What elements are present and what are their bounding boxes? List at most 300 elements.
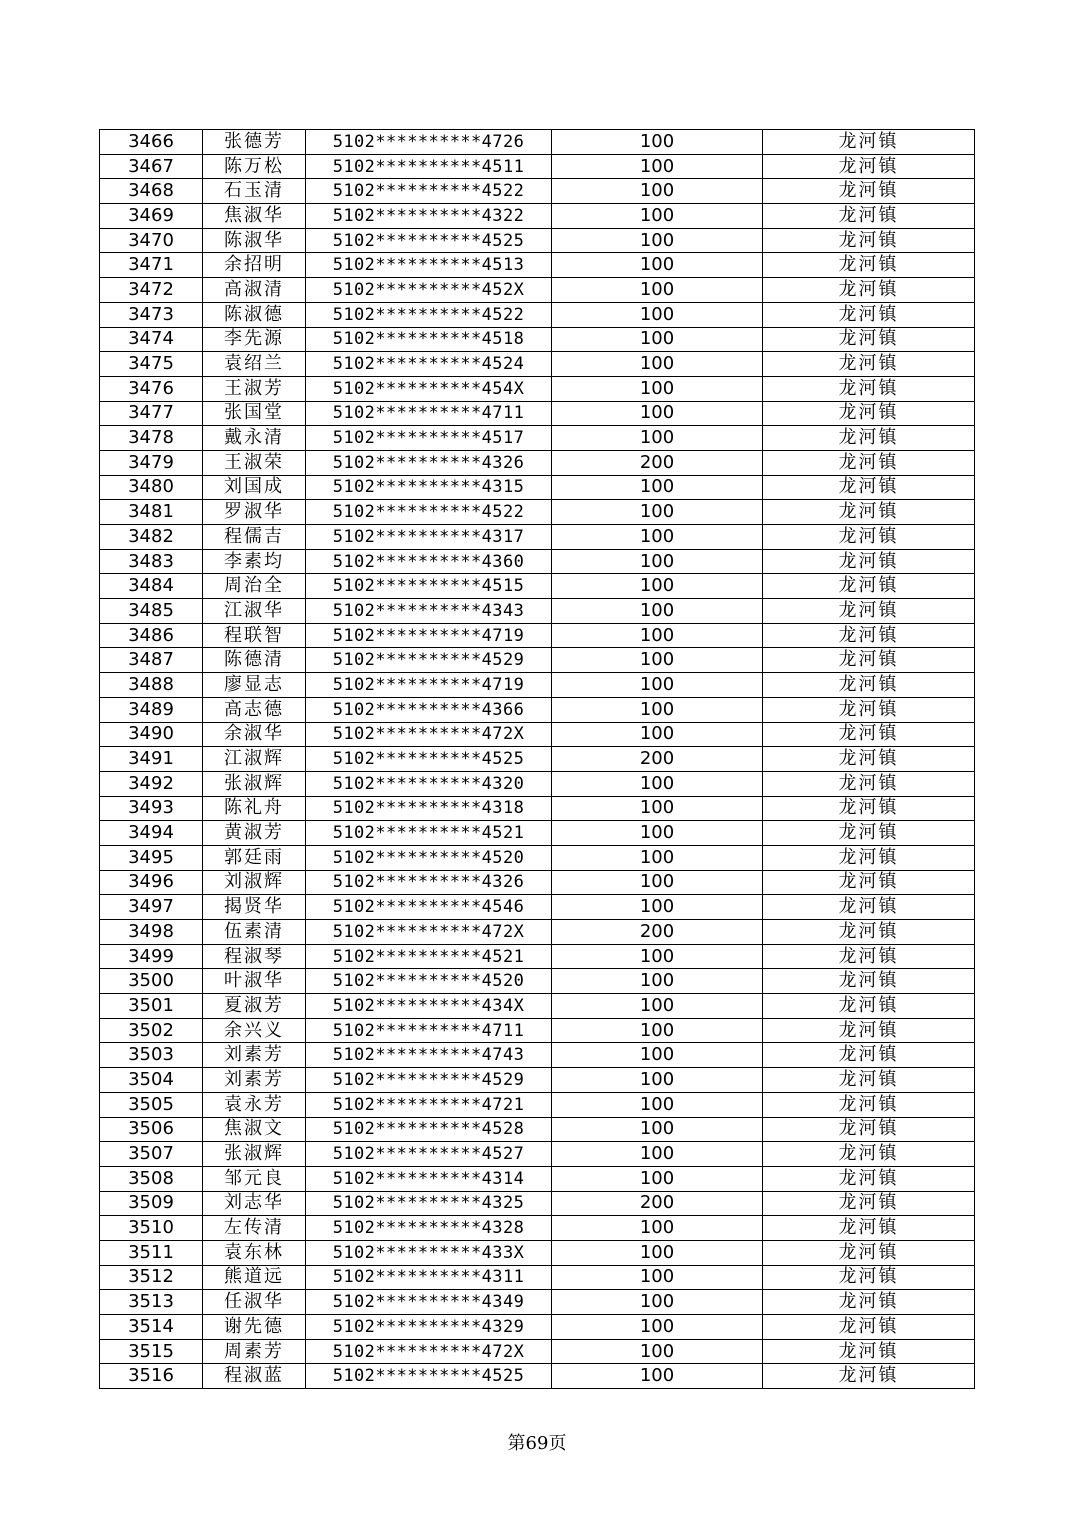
table-row	[100, 278, 975, 303]
table-row	[100, 500, 975, 525]
town-cell: 龙河镇	[763, 475, 975, 500]
amount-cell: 100	[552, 969, 763, 994]
name-cell: 陈礼舟	[203, 796, 306, 821]
amount-cell: 100	[552, 525, 763, 550]
town-cell: 龙河镇	[763, 500, 975, 525]
serial-cell: 3508	[100, 1166, 203, 1191]
serial-cell: 3515	[100, 1339, 203, 1364]
name-cell: 熊道远	[203, 1265, 306, 1290]
id-number-cell: 5102**********433X	[306, 1240, 552, 1265]
name-cell: 陈淑华	[203, 228, 306, 253]
amount-cell: 100	[552, 179, 763, 204]
town-cell: 龙河镇	[763, 450, 975, 475]
amount-cell: 100	[552, 154, 763, 179]
table-row	[100, 1092, 975, 1117]
amount-cell: 100	[552, 599, 763, 624]
amount-cell: 100	[552, 1092, 763, 1117]
name-cell: 黄淑芳	[203, 821, 306, 846]
serial-cell: 3471	[100, 253, 203, 278]
table-row	[100, 920, 975, 945]
amount-cell: 200	[552, 747, 763, 772]
serial-cell: 3486	[100, 623, 203, 648]
amount-cell: 100	[552, 1240, 763, 1265]
serial-cell: 3503	[100, 1043, 203, 1068]
table-row	[100, 228, 975, 253]
town-cell: 龙河镇	[763, 1216, 975, 1241]
name-cell: 江淑华	[203, 599, 306, 624]
name-cell: 袁绍兰	[203, 352, 306, 377]
name-cell: 伍素清	[203, 920, 306, 945]
table-row	[100, 944, 975, 969]
name-cell: 刘素芳	[203, 1068, 306, 1093]
town-cell: 龙河镇	[763, 1166, 975, 1191]
serial-cell: 3500	[100, 969, 203, 994]
town-cell: 龙河镇	[763, 1364, 975, 1389]
amount-cell: 100	[552, 1043, 763, 1068]
id-number-cell: 5102**********472X	[306, 722, 552, 747]
town-cell: 龙河镇	[763, 1068, 975, 1093]
id-number-cell: 5102**********4360	[306, 549, 552, 574]
serial-cell: 3466	[100, 130, 203, 155]
town-cell: 龙河镇	[763, 771, 975, 796]
name-cell: 罗淑华	[203, 500, 306, 525]
amount-cell: 100	[552, 130, 763, 155]
name-cell: 张淑辉	[203, 1142, 306, 1167]
table-row	[100, 796, 975, 821]
table-row	[100, 673, 975, 698]
serial-cell: 3499	[100, 944, 203, 969]
table-row	[100, 821, 975, 846]
town-cell: 龙河镇	[763, 796, 975, 821]
town-cell: 龙河镇	[763, 278, 975, 303]
id-number-cell: 5102**********4328	[306, 1216, 552, 1241]
id-number-cell: 5102**********4520	[306, 969, 552, 994]
id-number-cell: 5102**********4515	[306, 574, 552, 599]
name-cell: 揭贤华	[203, 895, 306, 920]
serial-cell: 3479	[100, 450, 203, 475]
table-row	[100, 475, 975, 500]
serial-cell: 3490	[100, 722, 203, 747]
name-cell: 任淑华	[203, 1290, 306, 1315]
name-cell: 叶淑华	[203, 969, 306, 994]
table-row	[100, 1339, 975, 1364]
serial-cell: 3498	[100, 920, 203, 945]
table-row	[100, 1240, 975, 1265]
name-cell: 陈德清	[203, 648, 306, 673]
id-number-cell: 5102**********472X	[306, 920, 552, 945]
town-cell: 龙河镇	[763, 154, 975, 179]
id-number-cell: 5102**********4525	[306, 1364, 552, 1389]
id-number-cell: 5102**********4721	[306, 1092, 552, 1117]
amount-cell: 100	[552, 623, 763, 648]
amount-cell: 200	[552, 450, 763, 475]
id-number-cell: 5102**********4349	[306, 1290, 552, 1315]
serial-cell: 3507	[100, 1142, 203, 1167]
table-row	[100, 204, 975, 229]
serial-cell: 3516	[100, 1364, 203, 1389]
id-number-cell: 5102**********4366	[306, 697, 552, 722]
amount-cell: 100	[552, 475, 763, 500]
table-row	[100, 1290, 975, 1315]
town-cell: 龙河镇	[763, 870, 975, 895]
serial-cell: 3505	[100, 1092, 203, 1117]
id-number-cell: 5102**********4317	[306, 525, 552, 550]
id-number-cell: 5102**********4520	[306, 845, 552, 870]
table-row	[100, 845, 975, 870]
table-row	[100, 352, 975, 377]
amount-cell: 200	[552, 920, 763, 945]
town-cell: 龙河镇	[763, 204, 975, 229]
serial-cell: 3487	[100, 648, 203, 673]
amount-cell: 100	[552, 426, 763, 451]
name-cell: 周素芳	[203, 1339, 306, 1364]
town-cell: 龙河镇	[763, 1339, 975, 1364]
town-cell: 龙河镇	[763, 648, 975, 673]
town-cell: 龙河镇	[763, 1018, 975, 1043]
serial-cell: 3502	[100, 1018, 203, 1043]
town-cell: 龙河镇	[763, 969, 975, 994]
table-row	[100, 179, 975, 204]
id-number-cell: 5102**********4311	[306, 1265, 552, 1290]
table-row	[100, 648, 975, 673]
town-cell: 龙河镇	[763, 1191, 975, 1216]
id-number-cell: 5102**********4320	[306, 771, 552, 796]
amount-cell: 100	[552, 1117, 763, 1142]
name-cell: 李先源	[203, 327, 306, 352]
town-cell: 龙河镇	[763, 179, 975, 204]
name-cell: 焦淑文	[203, 1117, 306, 1142]
table-row	[100, 450, 975, 475]
town-cell: 龙河镇	[763, 1290, 975, 1315]
id-number-cell: 5102**********4528	[306, 1117, 552, 1142]
serial-cell: 3496	[100, 870, 203, 895]
town-cell: 龙河镇	[763, 401, 975, 426]
serial-cell: 3478	[100, 426, 203, 451]
serial-cell: 3492	[100, 771, 203, 796]
id-number-cell: 5102**********4326	[306, 450, 552, 475]
serial-cell: 3510	[100, 1216, 203, 1241]
name-cell: 张国堂	[203, 401, 306, 426]
id-number-cell: 5102**********4529	[306, 648, 552, 673]
id-number-cell: 5102**********4521	[306, 821, 552, 846]
serial-cell: 3476	[100, 376, 203, 401]
id-number-cell: 5102**********4719	[306, 673, 552, 698]
town-cell: 龙河镇	[763, 895, 975, 920]
table-row	[100, 1166, 975, 1191]
serial-cell: 3470	[100, 228, 203, 253]
amount-cell: 100	[552, 771, 763, 796]
id-number-cell: 5102**********4522	[306, 500, 552, 525]
name-cell: 李素均	[203, 549, 306, 574]
subsidy-table	[99, 129, 975, 1389]
name-cell: 陈万松	[203, 154, 306, 179]
town-cell: 龙河镇	[763, 574, 975, 599]
id-number-cell: 5102**********4743	[306, 1043, 552, 1068]
serial-cell: 3481	[100, 500, 203, 525]
amount-cell: 200	[552, 1191, 763, 1216]
table-row	[100, 1117, 975, 1142]
serial-cell: 3469	[100, 204, 203, 229]
table-row	[100, 1142, 975, 1167]
town-cell: 龙河镇	[763, 1117, 975, 1142]
table-row	[100, 401, 975, 426]
town-cell: 龙河镇	[763, 697, 975, 722]
id-number-cell: 5102**********4325	[306, 1191, 552, 1216]
amount-cell: 100	[552, 500, 763, 525]
serial-cell: 3495	[100, 845, 203, 870]
serial-cell: 3482	[100, 525, 203, 550]
town-cell: 龙河镇	[763, 673, 975, 698]
id-number-cell: 5102**********454X	[306, 376, 552, 401]
id-number-cell: 5102**********4524	[306, 352, 552, 377]
id-number-cell: 5102**********4518	[306, 327, 552, 352]
amount-cell: 100	[552, 1142, 763, 1167]
amount-cell: 100	[552, 796, 763, 821]
serial-cell: 3480	[100, 475, 203, 500]
serial-cell: 3511	[100, 1240, 203, 1265]
amount-cell: 100	[552, 722, 763, 747]
serial-cell: 3488	[100, 673, 203, 698]
name-cell: 夏淑芳	[203, 994, 306, 1019]
town-cell: 龙河镇	[763, 549, 975, 574]
town-cell: 龙河镇	[763, 1265, 975, 1290]
serial-cell: 3497	[100, 895, 203, 920]
amount-cell: 100	[552, 376, 763, 401]
table-row	[100, 376, 975, 401]
name-cell: 石玉清	[203, 179, 306, 204]
id-number-cell: 5102**********4522	[306, 179, 552, 204]
serial-cell: 3475	[100, 352, 203, 377]
serial-cell: 3506	[100, 1117, 203, 1142]
name-cell: 刘素芳	[203, 1043, 306, 1068]
table-row	[100, 599, 975, 624]
id-number-cell: 5102**********4513	[306, 253, 552, 278]
town-cell: 龙河镇	[763, 599, 975, 624]
name-cell: 戴永清	[203, 426, 306, 451]
serial-cell: 3485	[100, 599, 203, 624]
serial-cell: 3483	[100, 549, 203, 574]
amount-cell: 100	[552, 895, 763, 920]
name-cell: 王淑芳	[203, 376, 306, 401]
id-number-cell: 5102**********4726	[306, 130, 552, 155]
amount-cell: 100	[552, 228, 763, 253]
amount-cell: 100	[552, 1166, 763, 1191]
town-cell: 龙河镇	[763, 426, 975, 451]
serial-cell: 3489	[100, 697, 203, 722]
table-body	[100, 130, 975, 1389]
table-row	[100, 1018, 975, 1043]
town-cell: 龙河镇	[763, 845, 975, 870]
name-cell: 余招明	[203, 253, 306, 278]
name-cell: 邹元良	[203, 1166, 306, 1191]
town-cell: 龙河镇	[763, 722, 975, 747]
town-cell: 龙河镇	[763, 623, 975, 648]
name-cell: 谢先德	[203, 1315, 306, 1340]
name-cell: 高淑清	[203, 278, 306, 303]
amount-cell: 100	[552, 1315, 763, 1340]
table-row	[100, 525, 975, 550]
town-cell: 龙河镇	[763, 327, 975, 352]
id-number-cell: 5102**********452X	[306, 278, 552, 303]
amount-cell: 100	[552, 1068, 763, 1093]
table-row	[100, 895, 975, 920]
town-cell: 龙河镇	[763, 1142, 975, 1167]
table-row	[100, 154, 975, 179]
name-cell: 程淑琴	[203, 944, 306, 969]
serial-cell: 3472	[100, 278, 203, 303]
serial-cell: 3504	[100, 1068, 203, 1093]
serial-cell: 3501	[100, 994, 203, 1019]
serial-cell: 3512	[100, 1265, 203, 1290]
town-cell: 龙河镇	[763, 525, 975, 550]
name-cell: 刘志华	[203, 1191, 306, 1216]
id-number-cell: 5102**********4517	[306, 426, 552, 451]
town-cell: 龙河镇	[763, 376, 975, 401]
table-row	[100, 697, 975, 722]
amount-cell: 100	[552, 302, 763, 327]
amount-cell: 100	[552, 1265, 763, 1290]
name-cell: 余兴义	[203, 1018, 306, 1043]
amount-cell: 100	[552, 327, 763, 352]
town-cell: 龙河镇	[763, 920, 975, 945]
amount-cell: 100	[552, 574, 763, 599]
name-cell: 程联智	[203, 623, 306, 648]
name-cell: 刘淑辉	[203, 870, 306, 895]
name-cell: 焦淑华	[203, 204, 306, 229]
id-number-cell: 5102**********4322	[306, 204, 552, 229]
table-row	[100, 253, 975, 278]
amount-cell: 100	[552, 648, 763, 673]
amount-cell: 100	[552, 944, 763, 969]
amount-cell: 100	[552, 352, 763, 377]
id-number-cell: 5102**********4329	[306, 1315, 552, 1340]
amount-cell: 100	[552, 697, 763, 722]
id-number-cell: 5102**********4314	[306, 1166, 552, 1191]
serial-cell: 3509	[100, 1191, 203, 1216]
town-cell: 龙河镇	[763, 130, 975, 155]
page-footer: 第69页	[507, 1433, 567, 1454]
table-row	[100, 1265, 975, 1290]
table-row	[100, 574, 975, 599]
town-cell: 龙河镇	[763, 302, 975, 327]
town-cell: 龙河镇	[763, 944, 975, 969]
amount-cell: 100	[552, 1364, 763, 1389]
amount-cell: 100	[552, 673, 763, 698]
town-cell: 龙河镇	[763, 253, 975, 278]
name-cell: 张德芳	[203, 130, 306, 155]
table-row	[100, 969, 975, 994]
amount-cell: 100	[552, 1290, 763, 1315]
table-row	[100, 327, 975, 352]
name-cell: 袁永芳	[203, 1092, 306, 1117]
serial-cell: 3467	[100, 154, 203, 179]
amount-cell: 100	[552, 821, 763, 846]
name-cell: 程儒吉	[203, 525, 306, 550]
table-row	[100, 549, 975, 574]
town-cell: 龙河镇	[763, 228, 975, 253]
table-row	[100, 722, 975, 747]
id-number-cell: 5102**********4546	[306, 895, 552, 920]
amount-cell: 100	[552, 549, 763, 574]
amount-cell: 100	[552, 278, 763, 303]
serial-cell: 3473	[100, 302, 203, 327]
table-row	[100, 302, 975, 327]
amount-cell: 100	[552, 401, 763, 426]
id-number-cell: 5102**********4529	[306, 1068, 552, 1093]
id-number-cell: 5102**********4711	[306, 1018, 552, 1043]
name-cell: 郭廷雨	[203, 845, 306, 870]
table-row	[100, 130, 975, 155]
town-cell: 龙河镇	[763, 994, 975, 1019]
serial-cell: 3484	[100, 574, 203, 599]
id-number-cell: 5102**********4521	[306, 944, 552, 969]
town-cell: 龙河镇	[763, 1240, 975, 1265]
town-cell: 龙河镇	[763, 1092, 975, 1117]
id-number-cell: 5102**********4522	[306, 302, 552, 327]
amount-cell: 100	[552, 994, 763, 1019]
id-number-cell: 5102**********4719	[306, 623, 552, 648]
name-cell: 周治全	[203, 574, 306, 599]
amount-cell: 100	[552, 870, 763, 895]
table-row	[100, 994, 975, 1019]
serial-cell: 3514	[100, 1315, 203, 1340]
name-cell: 袁东林	[203, 1240, 306, 1265]
id-number-cell: 5102**********4527	[306, 1142, 552, 1167]
town-cell: 龙河镇	[763, 747, 975, 772]
table-row	[100, 426, 975, 451]
table-row	[100, 870, 975, 895]
name-cell: 刘国成	[203, 475, 306, 500]
name-cell: 余淑华	[203, 722, 306, 747]
serial-cell: 3477	[100, 401, 203, 426]
table-row	[100, 623, 975, 648]
id-number-cell: 5102**********4315	[306, 475, 552, 500]
serial-cell: 3491	[100, 747, 203, 772]
serial-cell: 3474	[100, 327, 203, 352]
serial-cell: 3494	[100, 821, 203, 846]
id-number-cell: 5102**********4318	[306, 796, 552, 821]
town-cell: 龙河镇	[763, 821, 975, 846]
town-cell: 龙河镇	[763, 1315, 975, 1340]
town-cell: 龙河镇	[763, 352, 975, 377]
table-row	[100, 1315, 975, 1340]
name-cell: 江淑辉	[203, 747, 306, 772]
name-cell: 高志德	[203, 697, 306, 722]
name-cell: 程淑蓝	[203, 1364, 306, 1389]
id-number-cell: 5102**********4711	[306, 401, 552, 426]
serial-cell: 3493	[100, 796, 203, 821]
amount-cell: 100	[552, 1018, 763, 1043]
id-number-cell: 5102**********4511	[306, 154, 552, 179]
table-row	[100, 1364, 975, 1389]
id-number-cell: 5102**********4525	[306, 747, 552, 772]
amount-cell: 100	[552, 845, 763, 870]
table-row	[100, 1068, 975, 1093]
name-cell: 王淑荣	[203, 450, 306, 475]
amount-cell: 100	[552, 204, 763, 229]
amount-cell: 100	[552, 1339, 763, 1364]
id-number-cell: 5102**********472X	[306, 1339, 552, 1364]
id-number-cell: 5102**********434X	[306, 994, 552, 1019]
id-number-cell: 5102**********4326	[306, 870, 552, 895]
id-number-cell: 5102**********4343	[306, 599, 552, 624]
serial-cell: 3513	[100, 1290, 203, 1315]
name-cell: 廖显志	[203, 673, 306, 698]
town-cell: 龙河镇	[763, 1043, 975, 1068]
table-row	[100, 771, 975, 796]
serial-cell: 3468	[100, 179, 203, 204]
name-cell: 张淑辉	[203, 771, 306, 796]
